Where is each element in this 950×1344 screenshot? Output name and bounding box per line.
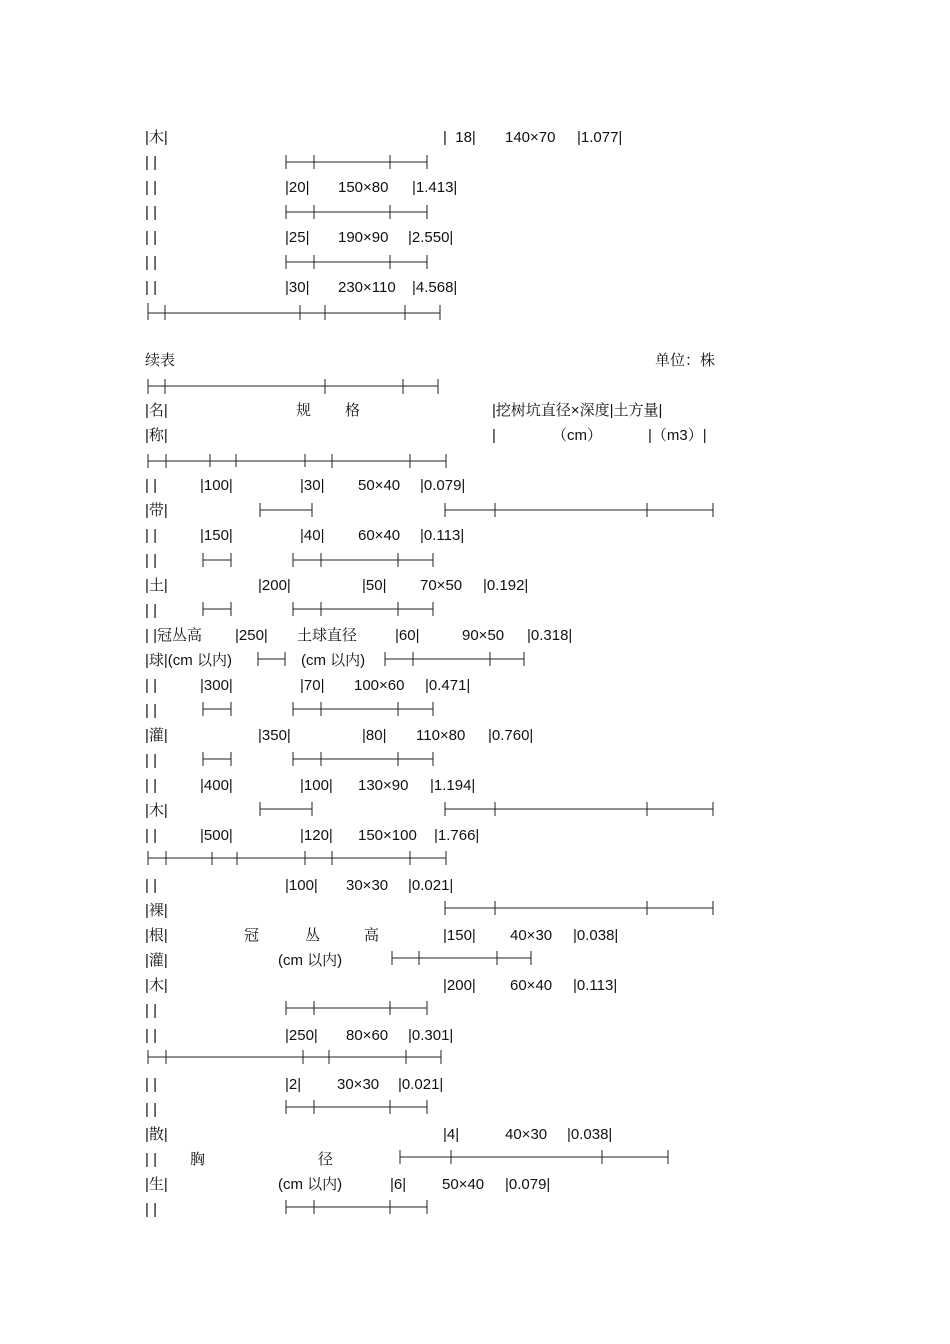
table-cell-text: | | xyxy=(145,229,157,246)
table-cell-text: |灌| xyxy=(145,952,168,969)
table-cell-text: | | xyxy=(145,527,157,544)
table-cell-text: |木| xyxy=(145,977,168,994)
table-cell-text: 丛 xyxy=(305,927,321,944)
table-cell-text: | | xyxy=(145,602,157,619)
table-cell-text: 高 xyxy=(364,927,380,944)
table-cell-text: |球|(cm 以内) xyxy=(145,652,232,669)
table-cell-text: 110×80 xyxy=(416,727,466,744)
table-cell-text: | | xyxy=(145,702,157,719)
table-cell-text: |100| xyxy=(200,477,233,494)
table-cell-text: |4| xyxy=(443,1126,460,1143)
table-cell-text: |2.550| xyxy=(408,229,454,246)
table-cell-text: |（m3）| xyxy=(648,427,707,444)
table-cell-text: |0.021| xyxy=(408,877,454,894)
table-cell-text: |根| xyxy=(145,927,168,944)
table-cell-text: |300| xyxy=(200,677,233,694)
table-top-border xyxy=(148,379,438,394)
table-cell-text: |带| xyxy=(145,502,168,519)
table-cell-text: |200| xyxy=(443,977,476,994)
rule-line xyxy=(293,553,433,567)
table-cell-text: |0.038| xyxy=(573,927,619,944)
rule-line xyxy=(293,702,433,716)
table-cell-text: |100| xyxy=(285,877,318,894)
rule-line xyxy=(286,255,427,269)
table-cell-text: |4.568| xyxy=(412,279,458,296)
table-cell-text: | | xyxy=(145,179,157,196)
table-cell-text: |裸| xyxy=(145,902,168,919)
table-cell-text: | | xyxy=(145,1101,157,1118)
rule-line xyxy=(445,503,713,517)
table-cell-text: | 18| xyxy=(443,129,476,146)
rule-line xyxy=(203,553,231,567)
table-cell-text: |0.760| xyxy=(488,727,534,744)
rule-line xyxy=(286,1100,427,1114)
table-cell-text: | | xyxy=(145,254,157,271)
table-cell-text: 90×50 xyxy=(462,627,505,644)
table-cell-text: 格 xyxy=(345,402,361,419)
table-cell-text: | | xyxy=(145,1027,157,1044)
table-cell-text: |1.194| xyxy=(430,777,476,794)
rule-line xyxy=(286,155,427,169)
rule-line xyxy=(148,1050,441,1064)
rule-line xyxy=(400,1150,668,1164)
table-cell-text: |100| xyxy=(300,777,333,794)
table-cell-text: 30×30 xyxy=(337,1076,380,1093)
table-cell-text: 60×40 xyxy=(510,977,553,994)
table-cell-text: 30×30 xyxy=(346,877,389,894)
table-cell-text: 50×40 xyxy=(358,477,401,494)
table-cell-text: |木| xyxy=(145,802,168,819)
table-cell-text: |0.079| xyxy=(420,477,466,494)
table-cell-text: |500| xyxy=(200,827,233,844)
table-cell-text: 冠 xyxy=(244,927,260,944)
table-bottom-border xyxy=(148,303,440,320)
table-cell-text: |25| xyxy=(285,229,310,246)
table-cell-text: |80| xyxy=(362,727,387,744)
table-cell-text: |散| xyxy=(145,1126,168,1143)
table-cell-text: | xyxy=(492,427,496,444)
table-cell-text: 径 xyxy=(318,1151,334,1168)
rule-line xyxy=(445,901,713,915)
table-cell-text: | | xyxy=(145,204,157,221)
table-cell-text: | | xyxy=(145,677,157,694)
table-cell-text: |0.471| xyxy=(425,677,471,694)
table-cell-text: |250| xyxy=(235,627,268,644)
table-cell-text: |250| xyxy=(285,1027,318,1044)
table-cell-text: |灌| xyxy=(145,727,168,744)
table-cell-text: |20| xyxy=(285,179,310,196)
rule-line xyxy=(203,702,231,716)
table-cell-text: 40×30 xyxy=(510,927,553,944)
rule-line xyxy=(293,602,433,616)
table-cell-text: |0.038| xyxy=(567,1126,613,1143)
table-cell-text: 150×100 xyxy=(358,827,417,844)
table-cell-text: | | xyxy=(145,1076,157,1093)
table-cell-text: |称| xyxy=(145,427,168,444)
table-cell-text: |40| xyxy=(300,527,325,544)
table-cell-text: |名| xyxy=(145,402,168,419)
rule-line xyxy=(260,503,312,517)
table-cell-text: | | xyxy=(145,1151,157,1168)
table-cell-text: 100×60 xyxy=(354,677,405,694)
rule-line xyxy=(148,851,446,865)
table-cell-text: 40×30 xyxy=(505,1126,548,1143)
table-cell-text: |2| xyxy=(285,1076,302,1093)
table-cell-text: |0.113| xyxy=(420,527,465,544)
table-cell-text: | | xyxy=(145,752,157,769)
table-cell-text: |200| xyxy=(258,577,291,594)
table-cell-text: | | xyxy=(145,827,157,844)
rule-line xyxy=(286,1001,427,1015)
table-cell-text: |60| xyxy=(395,627,420,644)
table-cell-text: 130×90 xyxy=(358,777,409,794)
table-cell-text: | | xyxy=(145,477,157,494)
table-cell-text: |30| xyxy=(300,477,325,494)
table-cell-text: 胸 xyxy=(190,1151,206,1168)
table-cell-text: |1.077| xyxy=(577,129,623,146)
table-cell-text: |土| xyxy=(145,577,168,594)
table-cell-text: 190×90 xyxy=(338,229,389,246)
table-cell-text: |120| xyxy=(300,827,333,844)
rule-line xyxy=(203,752,231,766)
rule-line xyxy=(286,1200,427,1214)
table-cell-text: |0.021| xyxy=(398,1076,444,1093)
unit-label: 单位：株 xyxy=(655,352,716,369)
table-cell-text: |木| xyxy=(145,129,168,146)
rule-line xyxy=(148,454,446,468)
rule-line xyxy=(203,602,231,616)
table-cell-text: |350| xyxy=(258,727,291,744)
table-cell-text: 80×60 xyxy=(346,1027,389,1044)
table-cell-text: 规 xyxy=(296,402,312,419)
table-cell-text: |50| xyxy=(362,577,387,594)
table-cell-text: | |冠丛高 xyxy=(145,627,202,644)
table-cell-text: | | xyxy=(145,877,157,894)
rule-line xyxy=(258,652,285,666)
table-cell-text: | | xyxy=(145,1201,157,1218)
table-cell-text: (cm 以内) xyxy=(278,952,343,969)
rule-line xyxy=(385,652,524,666)
table-cell-text: 土球直径 xyxy=(297,627,358,644)
table-cell-text: | | xyxy=(145,777,157,794)
rule-line xyxy=(260,802,312,816)
table-cell-text: 230×110 xyxy=(338,279,396,296)
table-cell-text: (cm 以内) xyxy=(301,652,366,669)
table-cell-text: | | xyxy=(145,1002,157,1019)
table-cell-text: | | xyxy=(145,154,157,171)
table-cell-text: (cm 以内) xyxy=(278,1176,343,1193)
table-cell-text: 70×50 xyxy=(420,577,463,594)
table-cell-text: 140×70 xyxy=(505,129,556,146)
table-cell-text: |生| xyxy=(145,1176,168,1193)
table-cell-text: 150×80 xyxy=(338,179,389,196)
table-cell-text: （cm） xyxy=(552,427,602,444)
rule-line xyxy=(293,752,433,766)
table-cell-text: |150| xyxy=(443,927,476,944)
table-cell-text: |0.301| xyxy=(408,1027,454,1044)
table-cell-text: | | xyxy=(145,552,157,569)
table-cell-text: 50×40 xyxy=(442,1176,485,1193)
rule-line xyxy=(392,951,531,965)
rule-line xyxy=(286,205,427,219)
table-cell-text: |30| xyxy=(285,279,310,296)
table-cell-text: |挖树坑直径×深度|土方量| xyxy=(492,402,663,419)
table-cell-text: |0.079| xyxy=(505,1176,551,1193)
table-cell-text: |400| xyxy=(200,777,233,794)
table-cell-text: |1.413| xyxy=(412,179,458,196)
table-cell-text: |0.318| xyxy=(527,627,573,644)
table-cell-text: |0.113| xyxy=(573,977,618,994)
table-cell-text: 60×40 xyxy=(358,527,401,544)
table-cell-text: |70| xyxy=(300,677,325,694)
rule-line xyxy=(445,802,713,816)
table-cell-text: |1.766| xyxy=(434,827,480,844)
table-cell-text: |6| xyxy=(390,1176,407,1193)
table-cell-text: |0.192| xyxy=(483,577,529,594)
table-cell-text: |150| xyxy=(200,527,233,544)
continued-label: 续表 xyxy=(145,352,176,369)
table-cell-text: | | xyxy=(145,279,157,296)
